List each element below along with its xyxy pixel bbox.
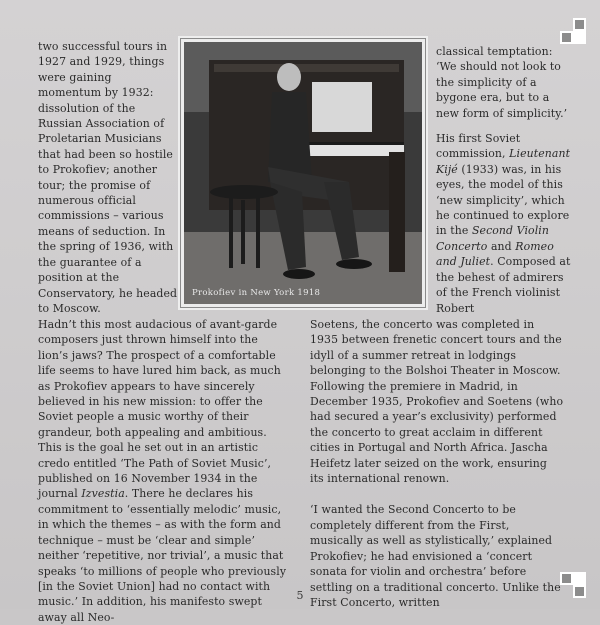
text-column-left-bottom (38, 317, 290, 625)
text-run: . There he declares his commitment to ‘essentially melodic’ music, in which the themes – as with the form and technique – must be ‘clear and simple’ neither ‘repetitive, nor trivial’, a music that speaks ‘to millions of people who previously [in the Soviet Union] had no contact with music.’ In addition, his manifesto swept away all Neo- (38, 487, 287, 624)
page-number: 5 (296, 589, 304, 602)
photo-caption: Prokofiev in New York 1918 (192, 288, 321, 298)
text-column-left-top (38, 39, 178, 316)
paragraph: classical temptation: ‘We should not look to the simplicity of a bygone era, but to a new form of simplicity.’ (436, 45, 568, 120)
corner-ornament-top-right-icon (560, 18, 586, 44)
photo-illustration (184, 42, 422, 304)
text-run: (1933) was, in his eyes, the model of this ‘new simplicity’, which he continued to explore in the (436, 162, 570, 238)
italic-title: Izvestia (81, 487, 125, 501)
text-column-right-bottom (310, 317, 564, 610)
text-run: . Composed at the behest of admirers of the French violinist Robert (436, 255, 571, 315)
paragraph (436, 131, 572, 316)
italic-title: Romeo and Juliet (436, 239, 554, 269)
paragraph (38, 317, 290, 625)
text-run: His first Soviet commission, (436, 132, 521, 161)
paragraph: two successful tours in 1927 and 1929, things were gaining momentum by 1932: dissolution of the Russian Association of Proletarian Musicians that had been so hostile to Prokofiev; another tour; the promise of numerous official commissions – various means of seduction. In the spring of 1936, with the guarantee of a position at the Conservatory, he headed to Moscow. (38, 40, 178, 315)
photo-frame (178, 36, 428, 310)
italic-title: Second Violin Concerto (436, 224, 549, 253)
prokofiev-photo (184, 42, 422, 304)
text-run: Hadn’t this most audacious of avant-garde composers just thrown himself into the lion’s jaws? The prospect of a comfortable life seems to have lured him back, as much as Prokofiev appears to have sincerely believed in his new mission: to offer the Soviet people a music worthy of their grandeur, both appealing and ambitious. This is the goal he set out in an artistic credo entitled ‘The Path of Soviet Music’, published on 16 November 1934 in the journal (38, 318, 281, 501)
italic-title: Lieutenant Kijé (436, 147, 571, 176)
text-column-right-top (436, 44, 572, 316)
text-run: and (487, 239, 516, 253)
paragraph: ‘I wanted the Second Concerto to be completely different from the First, musically as well as stylistically,’ explained Prokofiev; he had envisioned a ‘concert sonata for violin and orchestra’ before settling on a traditional concerto. Unlike the First Concerto, written (310, 503, 561, 609)
paragraph: Soetens, the concerto was completed in 1935 between frenetic concert tours and the idyll of a summer retreat in lodgings belonging to the Bolshoi Theater in Moscow. Following the premiere in Madrid, in December 1935, Prokofiev and Soetens (who had secured a year’s exclusivity) performed the concerto to great acclaim in different cities in Portugal and North Africa. Jascha Heifetz later seized on the work, ensuring its international renown. (310, 318, 564, 486)
